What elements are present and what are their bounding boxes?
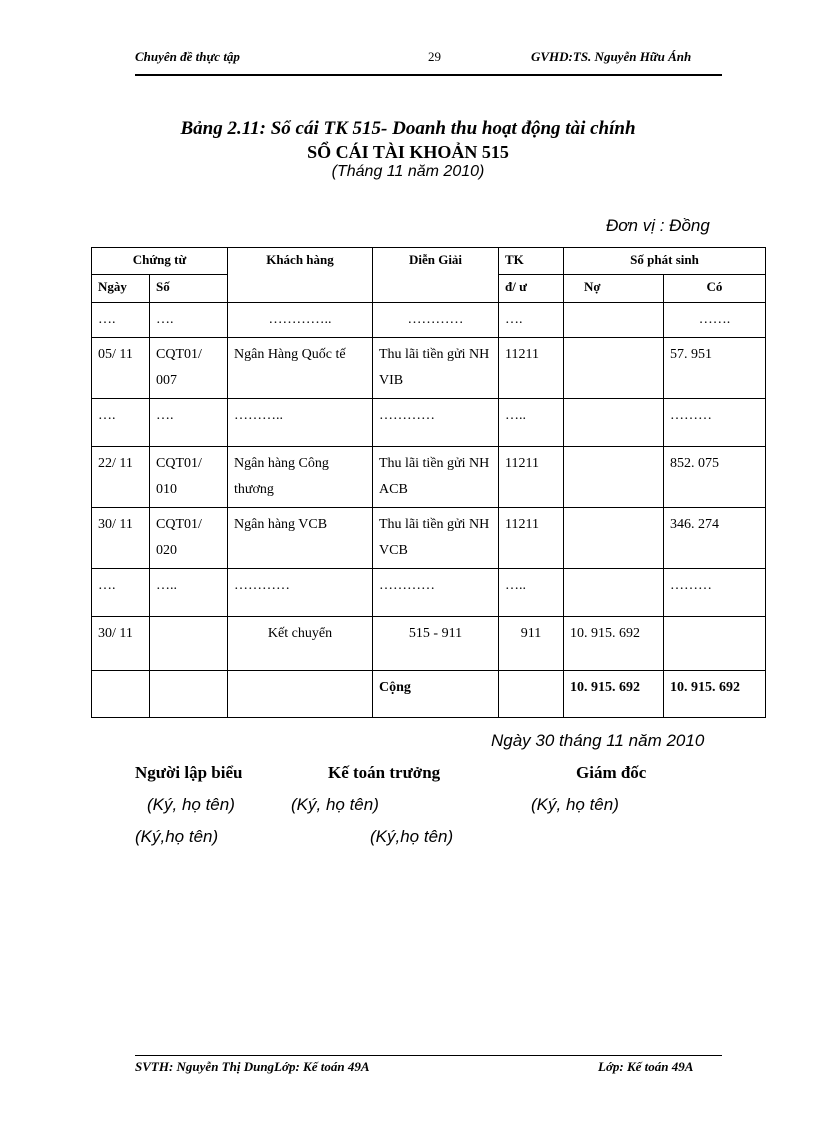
sign-note-4: (Ký,họ tên) (135, 827, 219, 846)
cell-khach-hang (228, 671, 373, 718)
cell-total-co: 10. 915. 692 (664, 671, 766, 718)
sign-note-1: (Ký, họ tên) (147, 795, 235, 814)
cell-tk: 11211 (499, 447, 564, 508)
cell-so: CQT01/ 007 (150, 338, 228, 399)
cell-tk: ….. (499, 399, 564, 447)
footer-left: SVTH: Nguyễn Thị DungLớp: Kế toán 49A (135, 1059, 370, 1074)
cell-co: ……… (664, 569, 766, 617)
cell-tk: 911 (499, 617, 564, 671)
cell-co (664, 617, 766, 671)
header-tk: TK (499, 248, 564, 275)
footer-rule (135, 1055, 722, 1056)
cell-ngay: 22/ 11 (92, 447, 150, 508)
header-so: Số (150, 275, 228, 303)
ledger-period: (Tháng 11 năm 2010) (331, 163, 485, 180)
cell-co: 57. 951 (664, 338, 766, 399)
cell-ngay: 05/ 11 (92, 338, 150, 399)
cell-co: ……… (664, 399, 766, 447)
cell-ngay: 30/ 11 (92, 617, 150, 671)
table-row (92, 338, 766, 399)
header-left: Chuyên đề thực tập (135, 49, 240, 64)
cell-no (564, 447, 664, 508)
cell-no (564, 303, 664, 338)
cell-tk (499, 671, 564, 718)
table-row (92, 569, 766, 617)
cell-no (564, 508, 664, 569)
header-khach-hang: Khách hàng (228, 248, 373, 303)
chief-accountant-title: Kế toán trưởng (328, 763, 441, 782)
header-co: Có (664, 275, 766, 303)
cell-dien-giai: ………… (373, 399, 499, 447)
cell-dien-giai: Thu lãi tiền gửi NH VCB (373, 508, 499, 569)
sign-note-5: (Ký,họ tên) (370, 827, 454, 846)
cell-so: CQT01/ 010 (150, 447, 228, 508)
table-caption: Bảng 2.11: Sổ cái TK 515- Doanh thu hoạt động tài chính (180, 118, 636, 139)
cell-ngay (92, 671, 150, 718)
cell-co: ……. (664, 303, 766, 338)
header-right: GVHD:TS. Nguyễn Hữu Ánh (531, 49, 692, 64)
cell-dien-giai: ………… (373, 569, 499, 617)
ledger-table (91, 247, 766, 718)
cell-so: ….. (150, 569, 228, 617)
cell-so: CQT01/ 020 (150, 508, 228, 569)
cell-co: 346. 274 (664, 508, 766, 569)
cell-dien-giai: Thu lãi tiền gửi NH VIB (373, 338, 499, 399)
currency-unit: Đơn vị : Đồng (606, 216, 710, 235)
cell-no (564, 399, 664, 447)
header-no: Nợ (564, 275, 664, 303)
cell-khach-hang: ………… (228, 569, 373, 617)
page-number: 29 (428, 49, 441, 64)
preparer-title: Người lập biểu (135, 763, 243, 782)
ledger-title: SỔ CÁI TÀI KHOẢN 515 (307, 142, 509, 162)
sign-note-2: (Ký, họ tên) (291, 795, 379, 814)
table-row-total (92, 671, 766, 718)
cell-so: …. (150, 303, 228, 338)
header-ngay: Ngày (92, 275, 150, 303)
cell-total-label: Cộng (373, 671, 499, 718)
cell-so (150, 671, 228, 718)
header-dien-giai: Diễn Giải (373, 248, 499, 303)
cell-dien-giai: ………… (373, 303, 499, 338)
header-so-phat-sinh: Số phát sinh (564, 248, 766, 275)
table-row (92, 303, 766, 338)
cell-khach-hang: Kết chuyển (228, 617, 373, 671)
cell-no (564, 338, 664, 399)
table-row (92, 508, 766, 569)
header-chung-tu: Chứng từ (92, 248, 228, 275)
cell-tk: ….. (499, 569, 564, 617)
table-row (92, 447, 766, 508)
cell-dien-giai: 515 - 911 (373, 617, 499, 671)
cell-dien-giai: Thu lãi tiền gửi NH ACB (373, 447, 499, 508)
footer-right: Lớp: Kế toán 49A (598, 1059, 694, 1074)
cell-khach-hang: Ngân Hàng Quốc tế (228, 338, 373, 399)
cell-total-no: 10. 915. 692 (564, 671, 664, 718)
cell-ngay: …. (92, 303, 150, 338)
sign-date: Ngày 30 tháng 11 năm 2010 (491, 731, 705, 750)
cell-no (564, 569, 664, 617)
cell-no: 10. 915. 692 (564, 617, 664, 671)
table-row (92, 617, 766, 671)
cell-so (150, 617, 228, 671)
header-rule (135, 74, 722, 76)
cell-ngay: …. (92, 399, 150, 447)
cell-khach-hang: ……….. (228, 399, 373, 447)
cell-tk: …. (499, 303, 564, 338)
cell-tk: 11211 (499, 508, 564, 569)
cell-khach-hang: Ngân hàng VCB (228, 508, 373, 569)
header-tk-du: đ/ ư (499, 275, 564, 303)
cell-khach-hang: Ngân hàng Công thương (228, 447, 373, 508)
director-title: Giám đốc (576, 763, 647, 782)
cell-ngay: …. (92, 569, 150, 617)
cell-tk: 11211 (499, 338, 564, 399)
cell-co: 852. 075 (664, 447, 766, 508)
table-row (92, 399, 766, 447)
sign-note-3: (Ký, họ tên) (531, 795, 619, 814)
cell-ngay: 30/ 11 (92, 508, 150, 569)
cell-so: …. (150, 399, 228, 447)
cell-khach-hang: ………….. (228, 303, 373, 338)
